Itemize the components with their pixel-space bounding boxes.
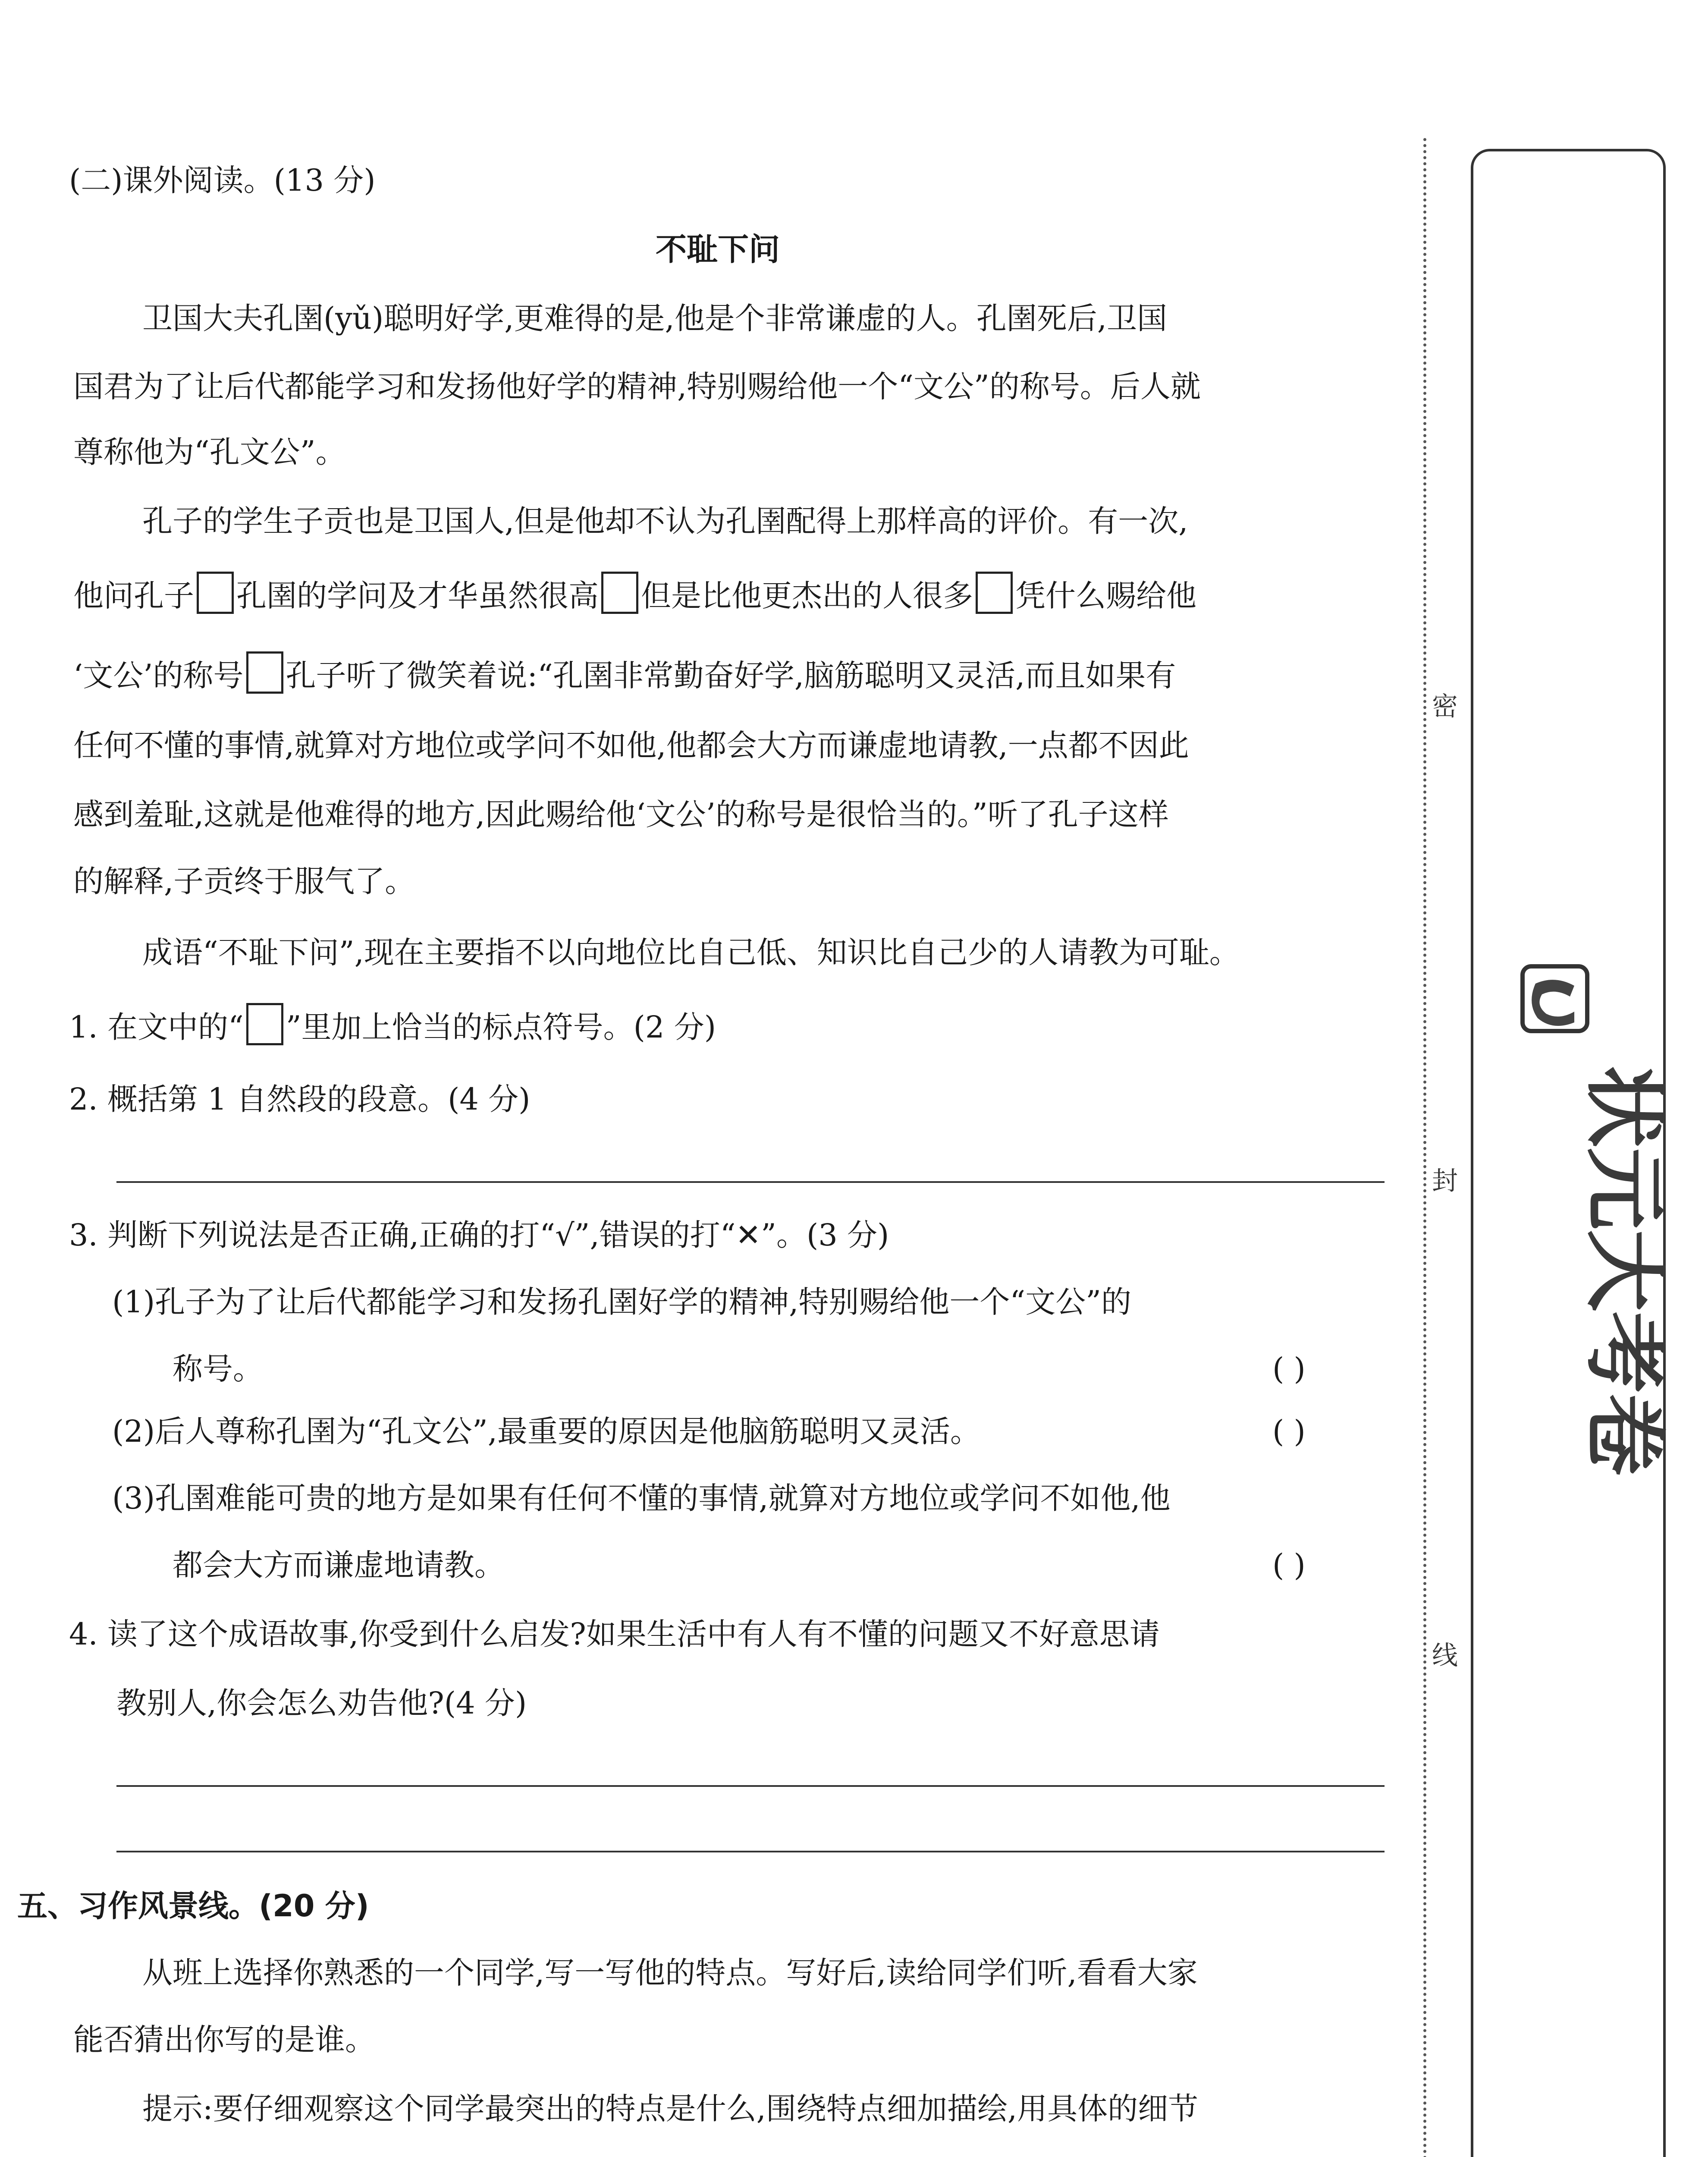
text-segment: 他问孔子 bbox=[73, 578, 194, 613]
passage-p2-line2 bbox=[73, 572, 1196, 616]
brand-logo bbox=[1510, 966, 1672, 1476]
text-segment: 但是比他更杰出的人很多 bbox=[641, 578, 973, 613]
writing-p2-line2 bbox=[73, 2155, 596, 2157]
seal-label-mi: 密 bbox=[1432, 692, 1458, 722]
question-1 bbox=[69, 1003, 716, 1048]
punctuation-blank-box-sample bbox=[246, 1003, 283, 1045]
passage-p2-line4: 任何不懂的事情,就算对方地位或学问不如他,他都会大方而谦虚地请教,一点都不因此 bbox=[73, 728, 1189, 763]
passage-p3-line1: 成语“不耻下问”,现在主要指不以向地位比自己低、知识比自己少的人请教为可耻。 bbox=[142, 935, 1240, 970]
writing-heading: 五、习作风景线。(20 分) bbox=[17, 1888, 369, 1924]
question-4-line2: 教别人,你会怎么劝告他?(4 分) bbox=[116, 1685, 527, 1721]
question-3-item1-line1: (1)孔子为了让后代都能学习和发扬孔圉好学的精神,特别赐给他一个“文公”的 bbox=[112, 1284, 1131, 1320]
text-segment: 孔圉的学问及才华虽然很高 bbox=[236, 578, 599, 613]
writing-p2-line1: 提示:要仔细观察这个同学最突出的特点是什么,围绕特点细加描绘,用具体的细节 bbox=[142, 2091, 1199, 2126]
answer-paren-1[interactable]: ( ) bbox=[1272, 1351, 1306, 1387]
seal-label-xian: 线 bbox=[1432, 1641, 1458, 1671]
question-2: 2. 概括第 1 自然段的段意。(4 分) bbox=[69, 1082, 531, 1117]
answer-line-q4-2[interactable] bbox=[116, 1851, 1385, 1852]
question-3-item3-line2: 都会大方而谦虚地请教。 bbox=[173, 1547, 505, 1583]
punctuation-blank-box[interactable] bbox=[197, 572, 234, 614]
question-3: 3. 判断下列说法是否正确,正确的打“√”,错误的打“✕”。(3 分) bbox=[69, 1217, 889, 1253]
question-text: ”里加上恰当的标点符号。(2 分) bbox=[286, 1009, 716, 1045]
seal-label-feng: 封 bbox=[1432, 1166, 1458, 1196]
answer-line-q4-1[interactable] bbox=[116, 1785, 1385, 1787]
question-3-item1-line2: 称号。 bbox=[173, 1351, 263, 1387]
text-segment: 凭什么赐给他 bbox=[1015, 578, 1196, 613]
punctuation-blank-box[interactable] bbox=[601, 572, 638, 614]
question-3-item2: (2)后人尊称孔圉为“孔文公”,最重要的原因是他脑筋聪明又灵活。 bbox=[112, 1414, 980, 1449]
punctuation-blank-box[interactable] bbox=[976, 572, 1013, 614]
writing-p1-line2: 能否猜出你写的是谁。 bbox=[73, 2022, 375, 2057]
passage-p2-line1: 孔子的学生子贡也是卫国人,但是他却不认为孔圉配得上那样高的评价。有一次, bbox=[142, 503, 1188, 539]
answer-line-q2[interactable] bbox=[116, 1181, 1385, 1183]
passage-p2-line3 bbox=[73, 651, 1176, 696]
passage-p1-line3: 尊称他为“孔文公”。 bbox=[73, 434, 346, 470]
passage-p2-line6: 的解释,子贡终于服气了。 bbox=[73, 864, 415, 899]
question-4-line1: 4. 读了这个成语故事,你受到什么启发?如果生活中有人有不懂的问题又不好意思请 bbox=[69, 1616, 1160, 1652]
logo-wordmark: 状元大考卷 bbox=[1576, 1066, 1672, 1476]
reading-heading: (二)课外阅读。(13 分) bbox=[69, 163, 376, 198]
punctuation-blank-box[interactable] bbox=[246, 651, 283, 694]
text-segment: ‘文公’的称号 bbox=[73, 658, 244, 693]
brand-logo-icon bbox=[1510, 966, 1672, 1476]
seal-dotted-line bbox=[1423, 138, 1426, 2157]
passage-p1-line1: 卫国大夫孔圉(yǔ)聪明好学,更难得的是,他是个非常谦虚的人。孔圉死后,卫国 bbox=[142, 301, 1167, 336]
question-text: 1. 在文中的“ bbox=[69, 1009, 244, 1045]
question-3-item3-line1: (3)孔圉难能可贵的地方是如果有任何不懂的事情,就算对方地位或学问不如他,他 bbox=[112, 1481, 1171, 1516]
passage-p2-line5: 感到羞耻,这就是他难得的地方,因此赐给他‘文公’的称号是很恰当的。”听了孔子这样 bbox=[73, 797, 1169, 832]
passage-title: 不耻下问 bbox=[656, 231, 780, 267]
writing-p1-line1: 从班上选择你熟悉的一个同学,写一写他的特点。写好后,读给同学们听,看看大家 bbox=[142, 1955, 1198, 1990]
text-segment: 孔子听了微笑着说:“孔圉非常勤奋好学,脑筋聪明又灵活,而且如果有 bbox=[286, 658, 1176, 693]
answer-paren-2[interactable]: ( ) bbox=[1272, 1414, 1306, 1449]
answer-paren-3[interactable]: ( ) bbox=[1272, 1547, 1306, 1583]
passage-p1-line2: 国君为了让后代都能学习和发扬他好学的精神,特别赐给他一个“文公”的称号。后人就 bbox=[73, 369, 1201, 404]
